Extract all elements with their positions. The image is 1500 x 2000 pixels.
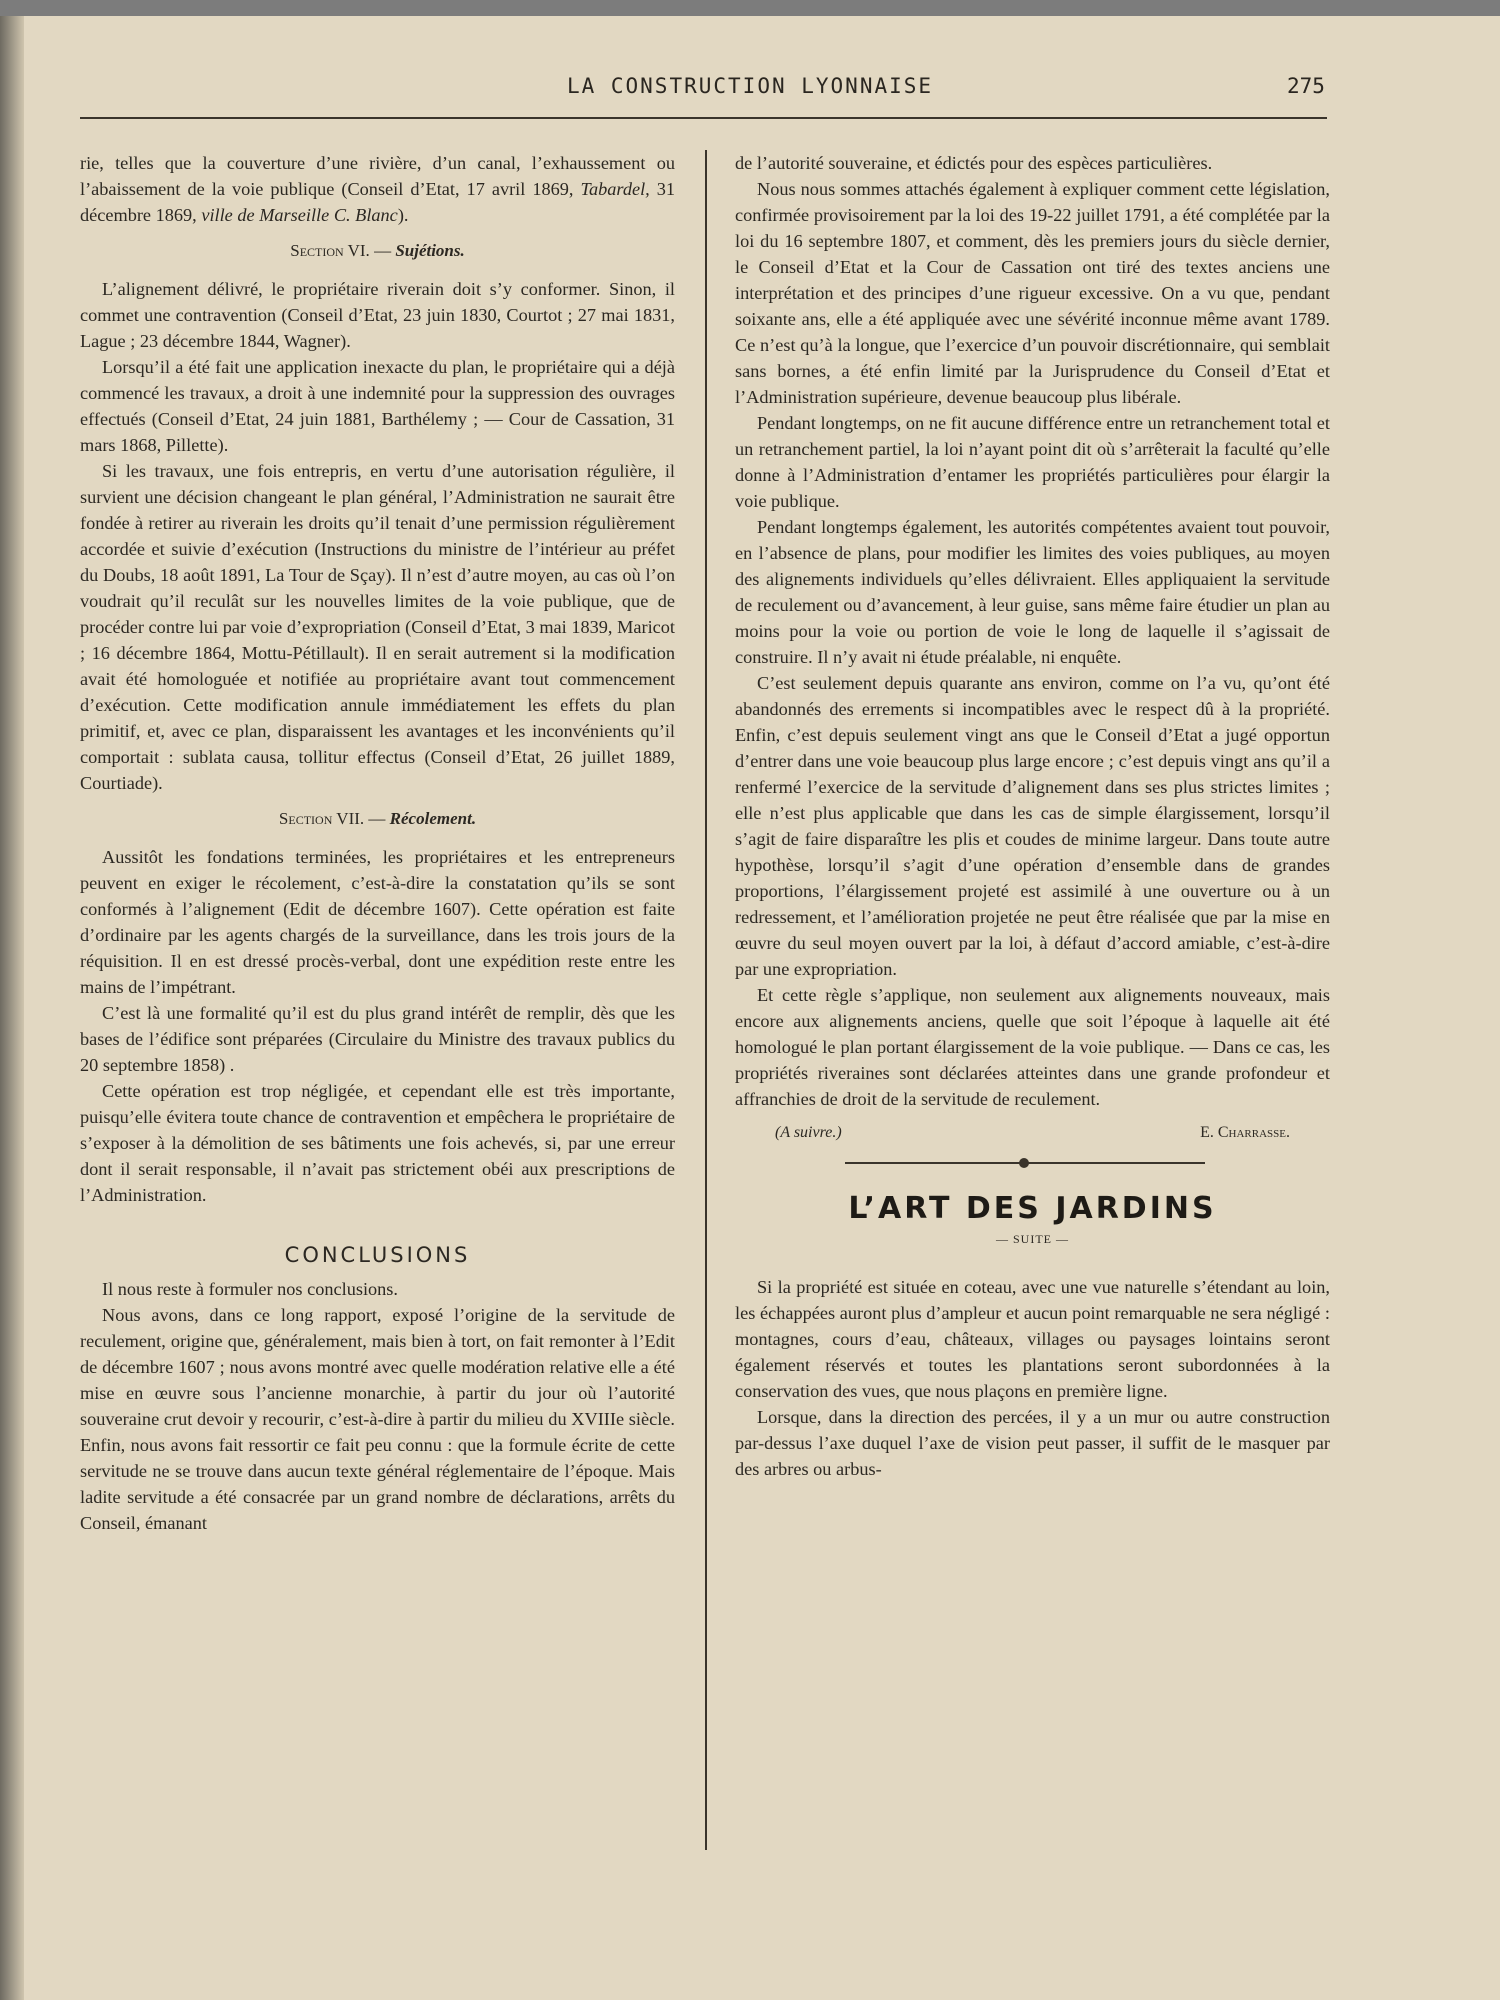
paragraph: Lorsqu’il a été fait une application inexacte du plan, le propriétaire qui a déjà commencé les travaux, a droit à une indemnité pour la suppression des ouvrages effectués (Conseil d’Etat, 24 juin 1881, Barthélemy ; — Cour de Cassation, 31 mars 1868, Pillette).	[80, 357, 675, 455]
paragraph: rie, telles que la couverture d’une rivière, d’un canal, l’exhaussement ou l’abaissement de la voie publique (Conseil d’Etat, 17 avril 1869, Tabardel, 31 décembre 1869, ville de Marseille C. Blanc).	[80, 153, 675, 225]
right-column	[735, 150, 1330, 1482]
paragraph: C’est là une formalité qu’il est du plus grand intérêt de remplir, dès que les bases de l’édifice sont préparées (Circulaire du Ministre des travaux publics du 20 septembre 1858) .	[80, 1003, 675, 1075]
paragraph: Cette opération est trop négligée, et cependant elle est très importante, puisqu’elle évitera toute chance de contravention et empêchera le propriétaire de s’exposer à la démolition de ses bâtiments une fois achevés, si, par une erreur dont il serait responsable, il n’avait pas strictement obéi aux prescriptions de l’Administration.	[80, 1081, 675, 1205]
paragraph: Lorsque, dans la direction des percées, il y a un mur ou autre construction par-dessus l’axe duquel l’axe de vision peut passer, il suffit de le masquer par des arbres ou arbus-	[735, 1407, 1330, 1479]
page-number: 275	[1287, 74, 1325, 98]
section-ornament	[735, 1152, 1330, 1174]
article-signoff	[735, 1120, 1330, 1146]
paragraph: Nous nous sommes attachés également à expliquer comment cette législation, confirmée provisoirement par la loi des 19-22 juillet 1791, a été complétée par la loi du 16 septembre 1807, et comment, dès les premiers jours du siècle dernier, le Conseil d’Etat et la Cour de Cassation ont tiré des textes anciens une interprétation et des principes d’une rigueur excessive. On a vu que, pendant soixante ans, elle a été appliquée avec une sévérité inconnue même avant 1789. Ce n’est qu’à la longue, que l’exercice d’un pouvoir discrétionnaire, qui semblait sans bornes, a été enfin limité par la Jurisprudence du Conseil d’Etat et l’Administration supérieure, devenue beaucoup plus libérale.	[735, 179, 1330, 407]
scan-border	[0, 0, 1500, 16]
to-be-continued: (A suivre.)	[775, 1124, 842, 1141]
conclusions-heading: CONCLUSIONS	[284, 1243, 471, 1267]
paragraph: Nous avons, dans ce long rapport, exposé l’origine de la servitude de reculement, origine que, généralement, mais bien à tort, on fait remonter à l’Edit de décembre 1607 ; nous avons montré avec quelle modération relative elle a été mise en œuvre sous l’ancienne monarchie, à partir du jour où l’autorité souveraine crut devoir y recourir, c’est-à-dire à partir du milieu du XVIIIe siècle. Enfin, nous avons fait ressortir ce fait peu connu : que la formule écrite de cette servitude ne se trouve dans aucun texte général réglementaire de l’époque. Mais ladite servitude a été consacrée par un grand nombre de déclarations, arrêts du Conseil, émanant	[80, 1305, 675, 1533]
header-rule	[80, 117, 1327, 119]
paragraph: de l’autorité souveraine, et édictés pour des espèces particulières.	[735, 153, 1213, 173]
paragraph: Si la propriété est située en coteau, avec une vue naturelle s’étendant au loin, les échappées auront plus d’ampleur et aucun point remarquable ne sera négligé : montagnes, cours d’eau, châteaux, villages ou paysages lointains seront également réservés et toutes les plantations seront subordonnées à la conservation des vues, que nous plaçons en première ligne.	[735, 1277, 1330, 1401]
paragraph: Pendant longtemps, on ne fit aucune différence entre un retranchement total et un retranchement partiel, la loi n’ayant point dit où s’arrêterait la faculté qu’elle donne à l’Administration d’entamer les propriétés particulières pour élargir la voie publique.	[735, 413, 1330, 511]
paragraph: Il nous reste à formuler nos conclusions.	[102, 1279, 398, 1299]
ornament-dot	[1019, 1158, 1029, 1168]
section-heading: Section VII. — Récolement.	[278, 809, 477, 828]
column-divider	[705, 150, 707, 1850]
article-title: L’ART DES JARDINS	[848, 1191, 1217, 1226]
article-subtitle: — SUITE —	[996, 1232, 1069, 1246]
author-signature: E. Charrasse.	[1200, 1124, 1290, 1141]
section-heading: Section VI. — Sujétions.	[290, 241, 465, 260]
paragraph: Si les travaux, une fois entrepris, en vertu d’une autorisation régulière, il survient une décision changeant le plan général, l’Administration ne saurait être fondée à retirer au riverain les droits qu’il tenait d’une permission régulièrement accordée et suivie d’exécution (Instructions du ministre de l’intérieur au préfet du Doubs, 18 août 1891, La Tour de Sçay). Il n’est d’autre moyen, au cas où l’on voudrait qu’il reculât sur les nouvelles limites de la voie publique, que de procéder contre lui par voie d’expropriation (Conseil d’Etat, 3 mai 1839, Maricot ; 16 décembre 1864, Mottu-Pétillault). Il en serait autrement si la modification avait été homologuée et notifiée au propriétaire avant tout commencement d’exécution. Cette modification annule immédiatement les effets du plan primitif, et, avec ce plan, disparaissent les avantages et les inconvénients qu’il comportait : sublata causa, tollitur effectus (Conseil d’Etat, 26 juillet 1889, Courtiade).	[80, 461, 675, 793]
paragraph: Aussitôt les fondations terminées, les propriétaires et les entrepreneurs peuvent en exiger le récolement, c’est-à-dire la constatation qu’ils se sont conformés à l’alignement (Edit de décembre 1607). Cette opération est faite d’ordinaire par les agents chargés de la surveillance, dans les trois jours de la réquisition. Il en est dressé procès-verbal, dont une expédition reste entre les mains de l’impétrant.	[80, 847, 675, 997]
page-binding-shadow	[0, 16, 24, 2000]
paragraph: L’alignement délivré, le propriétaire riverain doit s’y conformer. Sinon, il commet une contravention (Conseil d’Etat, 23 juin 1830, Courtot ; 27 mai 1831, Lague ; 23 décembre 1844, Wagner).	[80, 279, 675, 351]
paragraph: Et cette règle s’applique, non seulement aux alignements nouveaux, mais encore aux alignements anciens, quelle que soit l’époque à laquelle ait été homologué le plan portant élargissement de la voie publique. — Dans ce cas, les propriétés riveraines sont déclarées atteintes dans une grande profondeur et affranchies de droit de la servitude de reculement.	[735, 985, 1330, 1109]
paragraph: Pendant longtemps également, les autorités compétentes avaient tout pouvoir, en l’absence de plans, pour modifier les limites des voies publiques, au moyen des alignements individuels qu’elles délivraient. Elles appliquaient la servitude de reculement ou d’avancement, à leur guise, sans même faire étudier un plan au moins pour la voie ou portion de voie le long de laquelle il s’agissait de construire. Il n’y avait ni étude préalable, ni enquête.	[735, 517, 1330, 667]
running-header-title: LA CONSTRUCTION LYONNAISE	[566, 74, 934, 98]
paragraph: C’est seulement depuis quarante ans environ, comme on l’a vu, qu’ont été abandonnés des errements si incompatibles avec le respect dû à la propriété. Enfin, c’est depuis seulement vingt ans que le Conseil d’Etat a jugé opportun d’entrer dans une voie beaucoup plus large encore ; c’est depuis vingt ans qu’il a renfermé l’exercice de la servitude d’alignement dans ses plus strictes limites ; elle n’est plus applicable que dans les cas de simple élargissement, lorsqu’il s’agit de faire disparaître les plis et coudes de minime largeur. Dans toute autre hypothèse, lorsqu’il s’agit d’une opération d’ensemble dans de grandes proportions, l’élargissement projeté est assimilé à une ouverture ou à un redressement, et l’amélioration projetée ne peut être réalisée que par la mise en œuvre du seul moyen ouvert par la loi, à défaut d’accord amiable, c’est-à-dire par une expropriation.	[735, 673, 1330, 979]
left-column	[80, 150, 675, 1536]
